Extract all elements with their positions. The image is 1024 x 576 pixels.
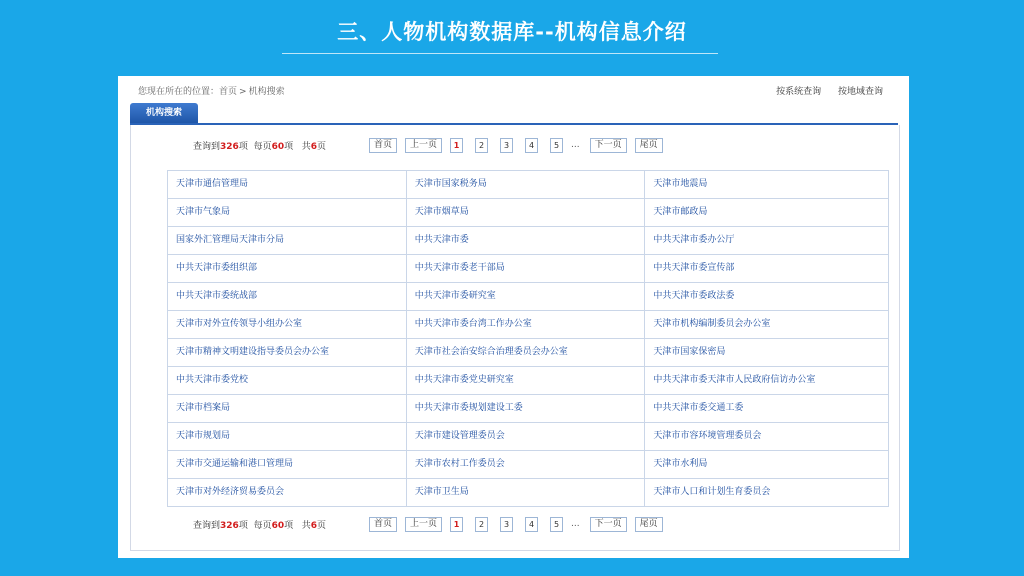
- institution-link[interactable]: 天津市交通运输和港口管理局: [168, 451, 407, 479]
- page-number-5[interactable]: 5: [550, 138, 563, 153]
- query-by-region-link[interactable]: 按地域查询: [837, 87, 883, 97]
- institution-link[interactable]: 天津市国家税务局: [407, 171, 646, 199]
- breadcrumb-current: 机构搜索: [248, 87, 285, 97]
- slide-title: 三、人物机构数据库--机构信息介绍: [337, 20, 687, 44]
- institution-link[interactable]: 天津市机构编制委员会办公室: [645, 311, 889, 339]
- pager-ellipsis: ...: [571, 140, 580, 150]
- page-number-3[interactable]: 3: [500, 517, 513, 532]
- institution-link[interactable]: 天津市市容环境管理委员会: [645, 423, 889, 451]
- pager-bottom: [193, 516, 671, 532]
- institution-link[interactable]: 中共天津市委党校: [168, 367, 407, 395]
- institution-link[interactable]: 天津市规划局: [168, 423, 407, 451]
- breadcrumb-prefix: 您现在所在的位置：: [138, 87, 220, 97]
- tab-institution-search[interactable]: 机构搜索: [130, 103, 198, 123]
- last-page-button[interactable]: 尾页: [635, 138, 663, 153]
- institution-link[interactable]: 天津市烟草局: [407, 199, 646, 227]
- page-number-2[interactable]: 2: [475, 517, 488, 532]
- institution-link[interactable]: 天津市对外经济贸易委员会: [168, 479, 407, 507]
- table-row: [168, 199, 889, 227]
- table-row: [168, 227, 889, 255]
- table-row: [168, 339, 889, 367]
- institution-link[interactable]: 天津市地震局: [645, 171, 889, 199]
- table-row: [168, 171, 889, 199]
- institution-link[interactable]: 中共天津市委: [407, 227, 646, 255]
- breadcrumb: [138, 84, 285, 97]
- title-underline: [282, 53, 718, 54]
- institution-link[interactable]: 天津市邮政局: [645, 199, 889, 227]
- institution-link[interactable]: 中共天津市委交通工委: [645, 395, 889, 423]
- institution-link[interactable]: 天津市通信管理局: [168, 171, 407, 199]
- tab-strip: [130, 103, 898, 125]
- institution-link[interactable]: 中共天津市委政法委: [645, 283, 889, 311]
- institution-link[interactable]: 中共天津市委宣传部: [645, 255, 889, 283]
- next-page-button[interactable]: 下一页: [590, 138, 627, 153]
- institution-link[interactable]: 中共天津市委老干部局: [407, 255, 646, 283]
- table-row: [168, 423, 889, 451]
- query-by-system-link[interactable]: 按系统查询: [776, 87, 822, 97]
- first-page-button[interactable]: 首页: [369, 517, 397, 532]
- pager-summary: 查询到326项 每页60项 共6页: [193, 141, 327, 152]
- table-row: [168, 395, 889, 423]
- page-number-4[interactable]: 4: [525, 138, 538, 153]
- query-mode-links: [762, 84, 883, 97]
- last-page-button[interactable]: 尾页: [635, 517, 663, 532]
- institution-link[interactable]: 中共天津市委组织部: [168, 255, 407, 283]
- pager-summary: 查询到326项 每页60项 共6页: [193, 520, 327, 531]
- institution-link[interactable]: 中共天津市委台湾工作办公室: [407, 311, 646, 339]
- page-number-5[interactable]: 5: [550, 517, 563, 532]
- institution-link[interactable]: 天津市档案局: [168, 395, 407, 423]
- table-row: [168, 479, 889, 507]
- browser-panel: [118, 76, 909, 558]
- search-results-box: [130, 125, 900, 551]
- table-row: [168, 255, 889, 283]
- institution-link[interactable]: 天津市精神文明建设指导委员会办公室: [168, 339, 407, 367]
- institution-link[interactable]: 中共天津市委党史研究室: [407, 367, 646, 395]
- institution-link[interactable]: 天津市建设管理委员会: [407, 423, 646, 451]
- institution-link[interactable]: 中共天津市委研究室: [407, 283, 646, 311]
- institution-link[interactable]: 国家外汇管理局天津市分局: [168, 227, 407, 255]
- institution-grid: [167, 170, 889, 507]
- prev-page-button[interactable]: 上一页: [405, 517, 442, 532]
- pager-ellipsis: ...: [571, 519, 580, 529]
- prev-page-button[interactable]: 上一页: [405, 138, 442, 153]
- page-number-2[interactable]: 2: [475, 138, 488, 153]
- pager-top: [193, 137, 671, 153]
- institution-link[interactable]: 中共天津市委统战部: [168, 283, 407, 311]
- page-number-4[interactable]: 4: [525, 517, 538, 532]
- institution-link[interactable]: 中共天津市委规划建设工委: [407, 395, 646, 423]
- table-row: [168, 451, 889, 479]
- breadcrumb-separator: >: [239, 87, 247, 97]
- institution-link[interactable]: 天津市气象局: [168, 199, 407, 227]
- institution-link[interactable]: 天津市水利局: [645, 451, 889, 479]
- institution-link[interactable]: 天津市对外宣传领导小组办公室: [168, 311, 407, 339]
- institution-link[interactable]: 天津市农村工作委员会: [407, 451, 646, 479]
- first-page-button[interactable]: 首页: [369, 138, 397, 153]
- table-row: [168, 311, 889, 339]
- institution-link[interactable]: 天津市国家保密局: [645, 339, 889, 367]
- page-number-3[interactable]: 3: [500, 138, 513, 153]
- table-row: [168, 283, 889, 311]
- institution-link[interactable]: 天津市人口和计划生育委员会: [645, 479, 889, 507]
- institution-link[interactable]: 天津市卫生局: [407, 479, 646, 507]
- next-page-button[interactable]: 下一页: [590, 517, 627, 532]
- breadcrumb-home-link[interactable]: 首页: [219, 87, 238, 97]
- page-number-1[interactable]: 1: [450, 138, 463, 153]
- page-number-1[interactable]: 1: [450, 517, 463, 532]
- institution-link[interactable]: 中共天津市委天津市人民政府信访办公室: [645, 367, 889, 395]
- institution-link[interactable]: 天津市社会治安综合治理委员会办公室: [407, 339, 646, 367]
- institution-link[interactable]: 中共天津市委办公厅: [645, 227, 889, 255]
- table-row: [168, 367, 889, 395]
